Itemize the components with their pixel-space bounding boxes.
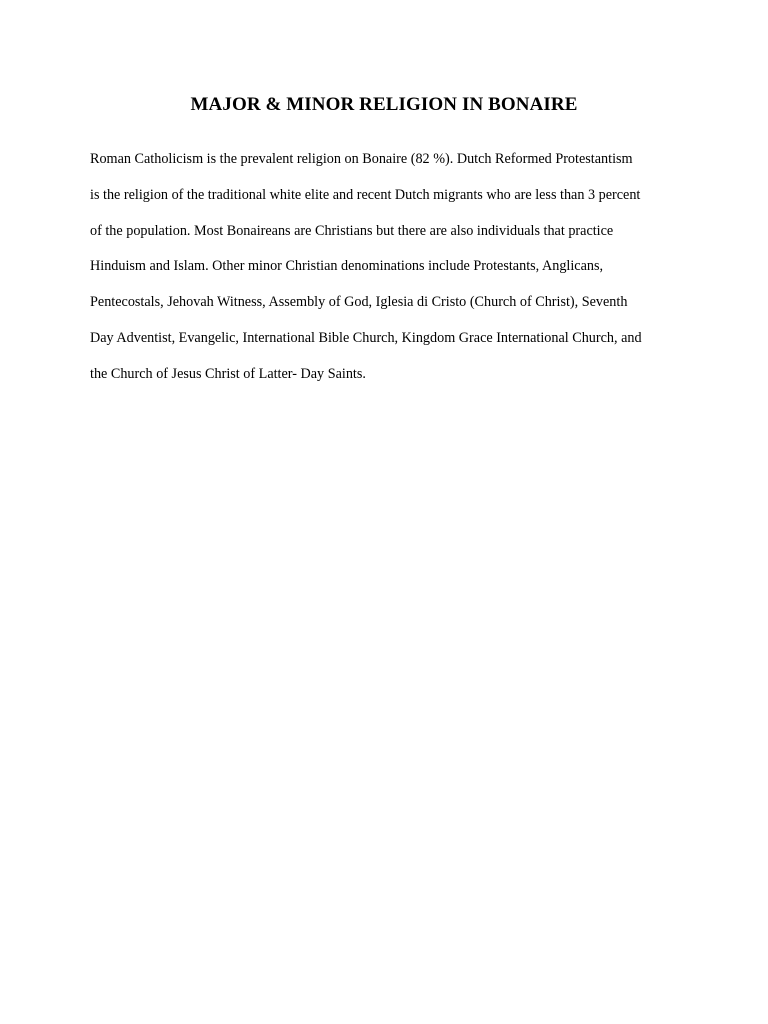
- paragraph-line: the Church of Jesus Christ of Latter- Day Saints.: [90, 365, 366, 382]
- paragraph-line: Roman Catholicism is the prevalent religion on Bonaire (82 %). Dutch Reformed Protestantism: [90, 151, 633, 167]
- paragraph-line: Pentecostals, Jehovah Witness, Assembly of God, Iglesia di Cristo (Church of Christ), Seventh: [90, 294, 628, 311]
- body-paragraph: [90, 147, 690, 398]
- paragraph-line: Day Adventist, Evangelic, International Bible Church, Kingdom Grace International Church, and: [90, 329, 642, 346]
- document-title: MAJOR & MINOR RELIGION IN BONAIRE: [190, 94, 578, 115]
- paragraph-line: is the religion of the traditional white elite and recent Dutch migrants who are less than 3 percent: [90, 186, 641, 203]
- paragraph-line: Hinduism and Islam. Other minor Christian denominations include Protestants, Anglicans,: [90, 258, 604, 275]
- paragraph-line: of the population. Most Bonaireans are Christians but there are also individuals that practice: [90, 222, 614, 239]
